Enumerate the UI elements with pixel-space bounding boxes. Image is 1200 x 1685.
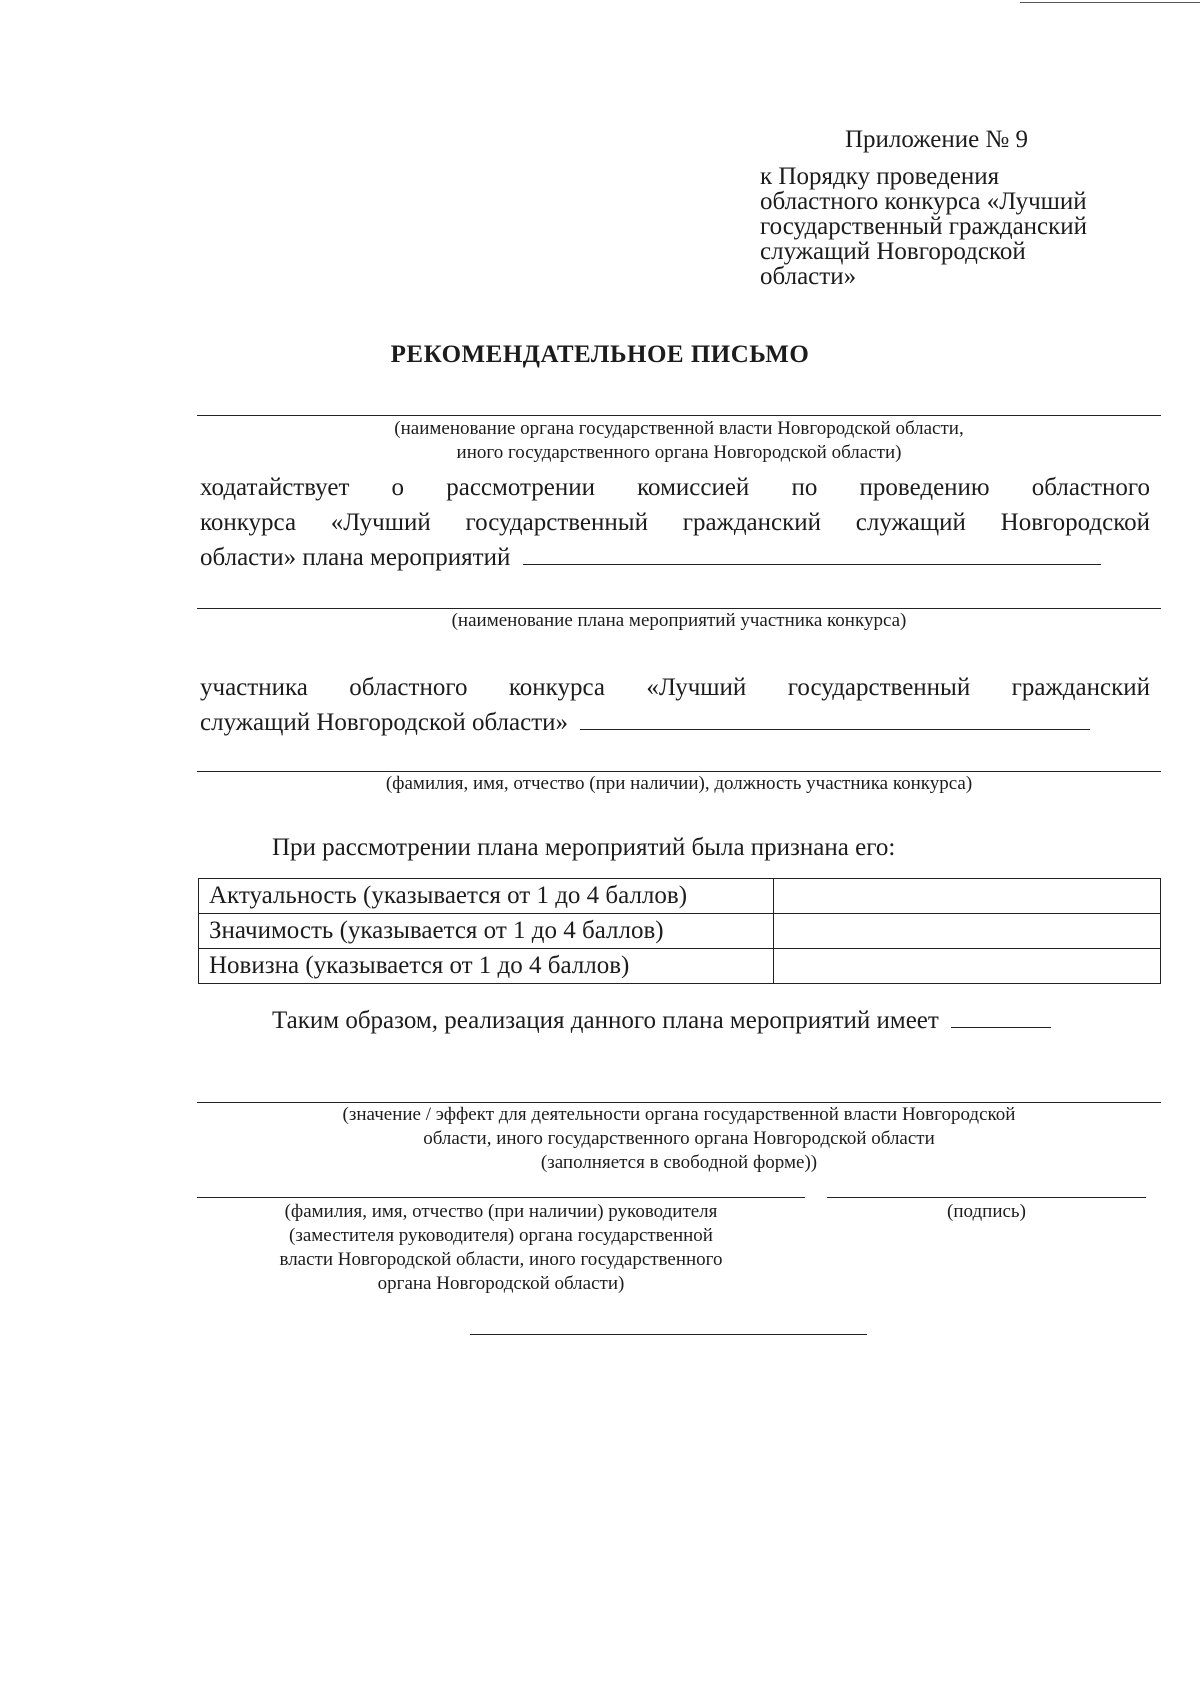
date-blank-line[interactable] [470, 1334, 867, 1335]
table-row [199, 914, 1161, 949]
participant-paragraph-line: участника областного конкурса «Лучший государственный гражданский [200, 674, 1150, 701]
appendix-line: служащий Новгородской [760, 238, 1026, 265]
caption-line: (значение / эффект для деятельности органа государственной власти Новгородской [342, 1104, 1016, 1125]
caption-line: (заполняется в свободной форме)) [540, 1152, 818, 1173]
organ-name-blank-line[interactable] [197, 415, 1161, 416]
document-title: РЕКОМЕНДАТЕЛЬНОЕ ПИСЬМО [390, 341, 810, 368]
scores-table [198, 878, 1161, 984]
head-name-caption [197, 1200, 805, 1296]
score-label: Значимость (указывается от 1 до 4 баллов) [199, 914, 774, 949]
caption-line: (заместителя руководителя) органа государственной [289, 1225, 713, 1246]
appendix-reference [760, 164, 1160, 289]
appendix-line: области» [760, 263, 857, 290]
caption-line: области, иного государственного органа Новгородской области [423, 1128, 935, 1149]
caption-line: власти Новгородской области, иного государственного [279, 1249, 723, 1270]
petition-paragraph-line: ходатайствует о рассмотрении комиссией по проведению областного [200, 474, 1150, 501]
petition-paragraph-line [200, 540, 1150, 575]
plan-name-blank-line[interactable] [523, 564, 1101, 565]
caption-line: (наименование органа государственной власти Новгородской области, [394, 418, 964, 439]
table-row [199, 949, 1161, 984]
petition-paragraph-text: области» плана мероприятий [200, 544, 511, 571]
scores-intro: При рассмотрении плана мероприятий была признана его: [272, 834, 896, 861]
scan-edge-line [1020, 2, 1200, 3]
caption-line: (фамилия, имя, отчество (при наличии) руководителя [284, 1201, 718, 1222]
conclusion-text: Таким образом, реализация данного плана мероприятий имеет [272, 1007, 939, 1034]
signature-blank-line[interactable] [827, 1197, 1146, 1198]
head-name-blank-line[interactable] [197, 1197, 805, 1198]
score-label: Новизна (указывается от 1 до 4 баллов) [199, 949, 774, 984]
participant-paragraph-text: служащий Новгородской области» [200, 709, 569, 736]
caption-line: органа Новгородской области) [377, 1273, 625, 1294]
organ-name-caption [197, 417, 1161, 465]
score-value-cell[interactable] [774, 949, 1161, 984]
score-value-cell[interactable] [774, 914, 1161, 949]
signature-caption: (подпись) [947, 1201, 1026, 1222]
score-value-cell[interactable] [774, 879, 1161, 914]
participant-blank-line[interactable] [580, 729, 1090, 730]
participant-paragraph-line [200, 705, 1150, 740]
conclusion-blank-line[interactable] [951, 1027, 1051, 1028]
conclusion-line [272, 1007, 1051, 1035]
appendix-line: к Порядку проведения [760, 163, 1000, 190]
participant-caption: (фамилия, имя, отчество (при наличии), должность участника конкурса) [385, 773, 973, 794]
appendix-line: государственный гражданский [760, 213, 1088, 240]
table-row [199, 879, 1161, 914]
appendix-line: областного конкурса «Лучший [760, 188, 1087, 215]
petition-paragraph-line: конкурса «Лучший государственный гражданский служащий Новгородской [200, 509, 1150, 536]
appendix-title: Приложение № 9 [845, 126, 1029, 153]
score-label: Актуальность (указывается от 1 до 4 баллов) [199, 879, 774, 914]
plan-name-caption: (наименование плана мероприятий участника конкурса) [451, 610, 907, 631]
effect-caption [197, 1103, 1161, 1175]
caption-line: иного государственного органа Новгородской области) [456, 442, 902, 463]
